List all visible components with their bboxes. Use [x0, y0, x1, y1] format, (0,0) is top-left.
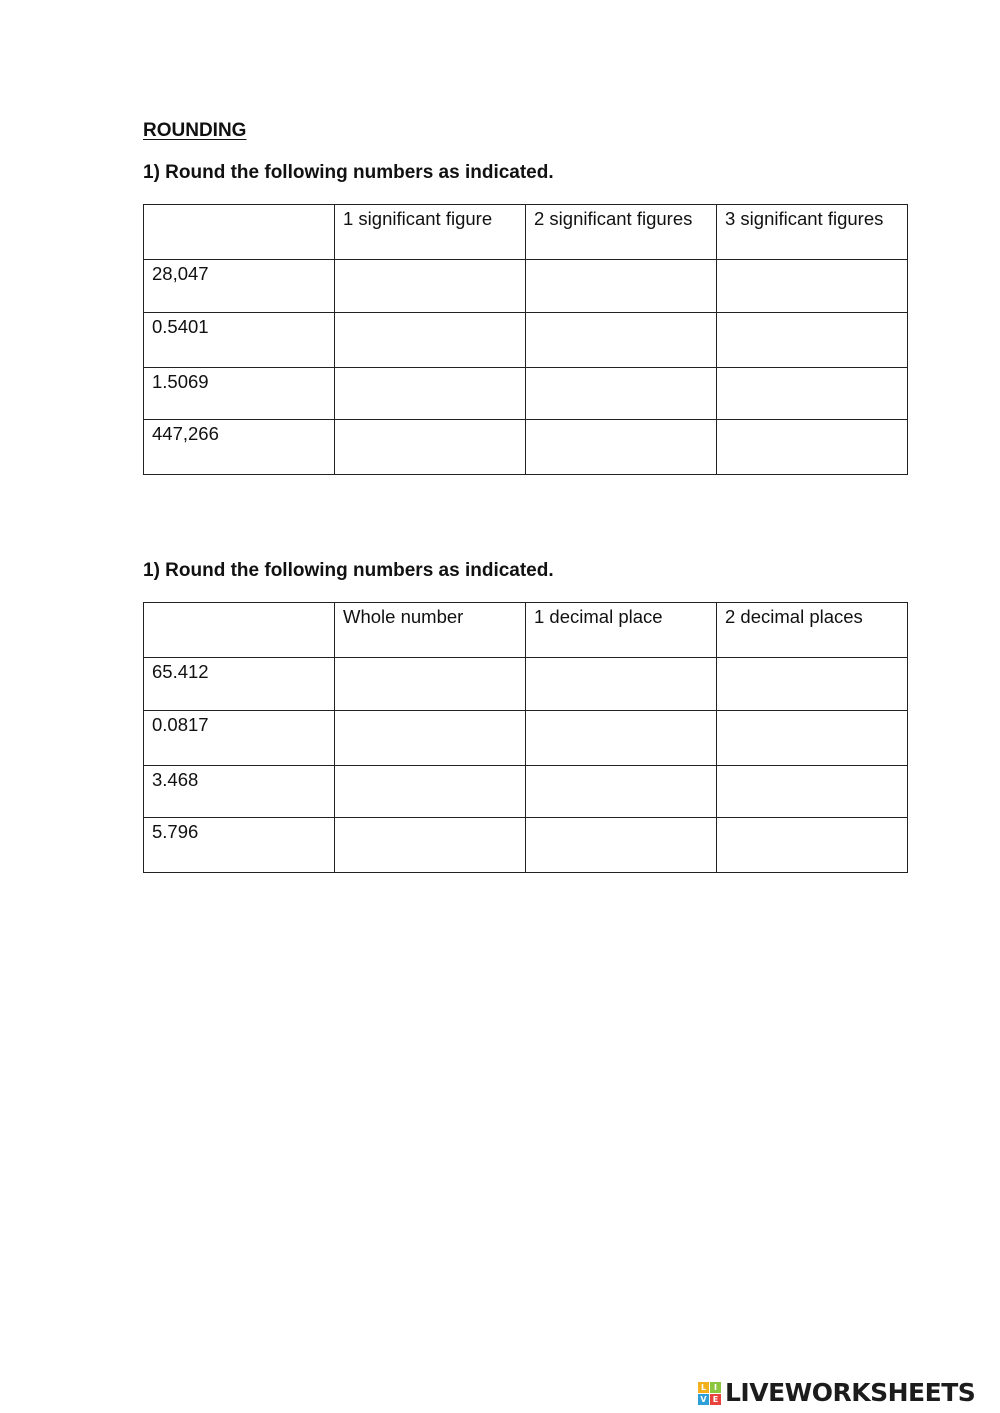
answer-cell[interactable]: [717, 313, 908, 368]
table-header-row: [144, 205, 908, 260]
answer-cell[interactable]: [717, 420, 908, 475]
answer-input[interactable]: [725, 770, 899, 791]
answer-cell[interactable]: [526, 766, 717, 818]
answer-cell[interactable]: [335, 313, 526, 368]
table-header-row: [144, 603, 908, 658]
answer-cell[interactable]: [526, 260, 717, 313]
row-number: 1.5069: [144, 368, 335, 420]
answer-cell[interactable]: [526, 818, 717, 873]
table-row: [144, 313, 908, 368]
header-1-sig-fig: 1 significant figure: [335, 205, 526, 260]
question-1-instruction: 1) Round the following numbers as indicated.: [143, 162, 554, 183]
answer-input[interactable]: [343, 317, 517, 338]
row-number: 0.5401: [144, 313, 335, 368]
answer-input[interactable]: [534, 264, 708, 285]
answer-cell[interactable]: [717, 260, 908, 313]
answer-input[interactable]: [534, 770, 708, 791]
answer-cell[interactable]: [335, 658, 526, 711]
liveworksheets-logo-icon: [698, 1382, 721, 1405]
table-row: [144, 368, 908, 420]
answer-cell[interactable]: [335, 368, 526, 420]
answer-cell[interactable]: [526, 711, 717, 766]
page-title: ROUNDING: [143, 120, 247, 141]
logo-letter: E: [710, 1394, 721, 1405]
answer-cell[interactable]: [335, 420, 526, 475]
answer-input[interactable]: [534, 372, 708, 393]
answer-cell[interactable]: [717, 818, 908, 873]
answer-input[interactable]: [534, 424, 708, 445]
answer-cell[interactable]: [717, 711, 908, 766]
brand-name: LIVEWORKSHEETS: [725, 1378, 976, 1407]
answer-input[interactable]: [343, 424, 517, 445]
header-whole-number: Whole number: [335, 603, 526, 658]
answer-cell[interactable]: [526, 420, 717, 475]
row-number: 65.412: [144, 658, 335, 711]
answer-input[interactable]: [725, 822, 899, 843]
table-row: [144, 766, 908, 818]
answer-input[interactable]: [343, 372, 517, 393]
logo-letter: I: [710, 1382, 721, 1393]
answer-cell[interactable]: [526, 658, 717, 711]
answer-input[interactable]: [725, 424, 899, 445]
liveworksheets-brand: [698, 1378, 975, 1408]
answer-input[interactable]: [343, 770, 517, 791]
significant-figures-table: [143, 204, 908, 475]
row-number: 3.468: [144, 766, 335, 818]
row-number: 5.796: [144, 818, 335, 873]
answer-cell[interactable]: [526, 313, 717, 368]
answer-input[interactable]: [343, 662, 517, 683]
row-number: 28,047: [144, 260, 335, 313]
answer-cell[interactable]: [717, 766, 908, 818]
question-2-instruction: 1) Round the following numbers as indicated.: [143, 560, 554, 581]
answer-input[interactable]: [534, 317, 708, 338]
header-2-sig-figs: 2 significant figures: [526, 205, 717, 260]
answer-cell[interactable]: [335, 711, 526, 766]
answer-input[interactable]: [343, 264, 517, 285]
answer-input[interactable]: [343, 822, 517, 843]
table-row: [144, 818, 908, 873]
answer-cell[interactable]: [335, 766, 526, 818]
answer-input[interactable]: [725, 264, 899, 285]
answer-input[interactable]: [534, 662, 708, 683]
answer-input[interactable]: [534, 715, 708, 736]
answer-input[interactable]: [725, 372, 899, 393]
row-number: 0.0817: [144, 711, 335, 766]
decimal-places-table: [143, 602, 908, 873]
table-row: [144, 420, 908, 475]
answer-input[interactable]: [343, 715, 517, 736]
row-number: 447,266: [144, 420, 335, 475]
table-row: [144, 658, 908, 711]
logo-letter: L: [698, 1382, 709, 1393]
answer-input[interactable]: [725, 662, 899, 683]
header-3-sig-figs: 3 significant figures: [717, 205, 908, 260]
answer-input[interactable]: [725, 715, 899, 736]
header-corner-cell: [144, 205, 335, 260]
answer-cell[interactable]: [335, 818, 526, 873]
answer-input[interactable]: [725, 317, 899, 338]
answer-cell[interactable]: [526, 368, 717, 420]
table-row: [144, 711, 908, 766]
answer-cell[interactable]: [717, 658, 908, 711]
logo-letter: V: [698, 1394, 709, 1405]
header-2-decimal-places: 2 decimal places: [717, 603, 908, 658]
answer-cell[interactable]: [335, 260, 526, 313]
table-row: [144, 260, 908, 313]
answer-input[interactable]: [534, 822, 708, 843]
header-1-decimal-place: 1 decimal place: [526, 603, 717, 658]
header-corner-cell: [144, 603, 335, 658]
answer-cell[interactable]: [717, 368, 908, 420]
